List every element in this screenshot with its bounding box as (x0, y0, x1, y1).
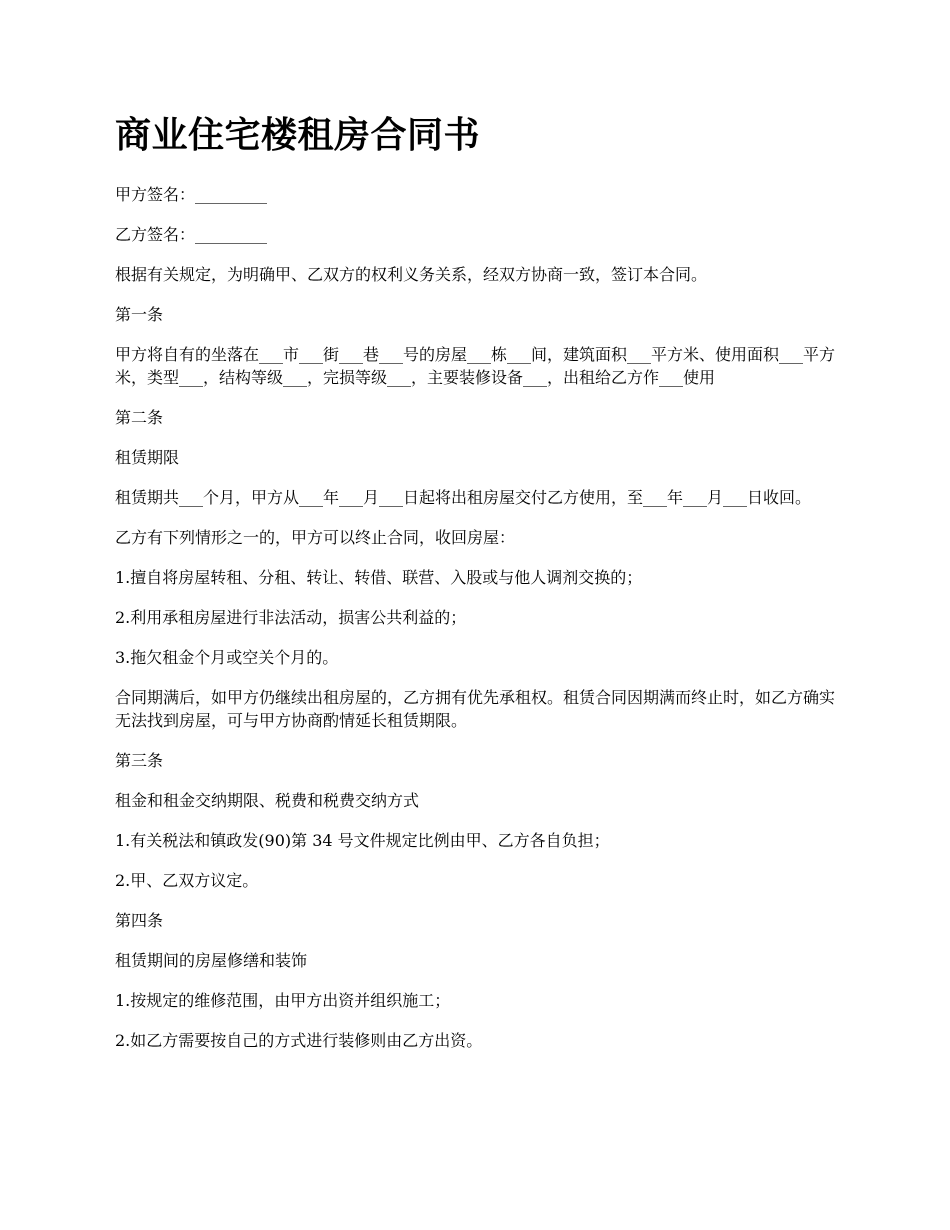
repair-item-1: 1.按规定的维修范围，由甲方出资并组织施工； (115, 991, 451, 1010)
article-3-heading: 第三条 (115, 751, 164, 770)
document-title: 商业住宅楼租房合同书 (115, 115, 481, 156)
document-page (115, 112, 845, 1069)
termination-intro: 乙方有下列情形之一的，甲方可以终止合同，收回房屋： (115, 528, 516, 547)
preamble: 根据有关规定，为明确甲、乙双方的权利义务关系，经双方协商一致，签订本合同。 (115, 265, 708, 284)
article-2-heading: 第二条 (115, 408, 164, 427)
tax-item-1: 1.有关税法和镇政发(90)第 34 号文件规定比例由甲、乙方各自负担； (115, 831, 610, 850)
article-1-heading: 第一条 (115, 305, 164, 324)
lease-term: 租赁期共___个月，甲方从___年___月___日起将出租房屋交付乙方使用，至___年___月___日收回。 (115, 488, 812, 507)
article-2-subtitle: 租赁期限 (115, 448, 180, 467)
article-1-body: 甲方将自有的坐落在___市___街___巷___号的房屋___栋___间，建筑面积___平方米、使用面积___平方米，类型___，结构等级___，完损等级___，主要装修设备___，出租给乙方作___使用 (115, 345, 836, 387)
party-b-signature: 乙方签名：_________ (115, 225, 268, 244)
article-3-subtitle: 租金和租金交纳期限、税费和税费交纳方式 (115, 791, 420, 810)
article-4-subtitle: 租赁期间的房屋修缮和装饰 (115, 951, 308, 970)
repair-item-2: 2.如乙方需要按自己的方式进行装修则由乙方出资。 (115, 1031, 483, 1050)
termination-item-1: 1.擅自将房屋转租、分租、转让、转借、联营、入股或与他人调剂交换的； (115, 568, 643, 587)
article-4-heading: 第四条 (115, 911, 164, 930)
party-a-signature: 甲方签名：_________ (115, 185, 268, 204)
termination-item-3: 3.拖欠租金个月或空关个月的。 (115, 648, 339, 667)
tax-item-2: 2.甲、乙双方议定。 (115, 871, 259, 890)
termination-item-2: 2.利用承租房屋进行非法活动，损害公共利益的； (115, 608, 467, 627)
renewal-clause: 合同期满后，如甲方仍继续出租房屋的，乙方拥有优先承租权。租赁合同因期满而终止时，如乙方确实无法找到房屋，可与甲方协商酌情延长租赁期限。 (115, 688, 836, 730)
